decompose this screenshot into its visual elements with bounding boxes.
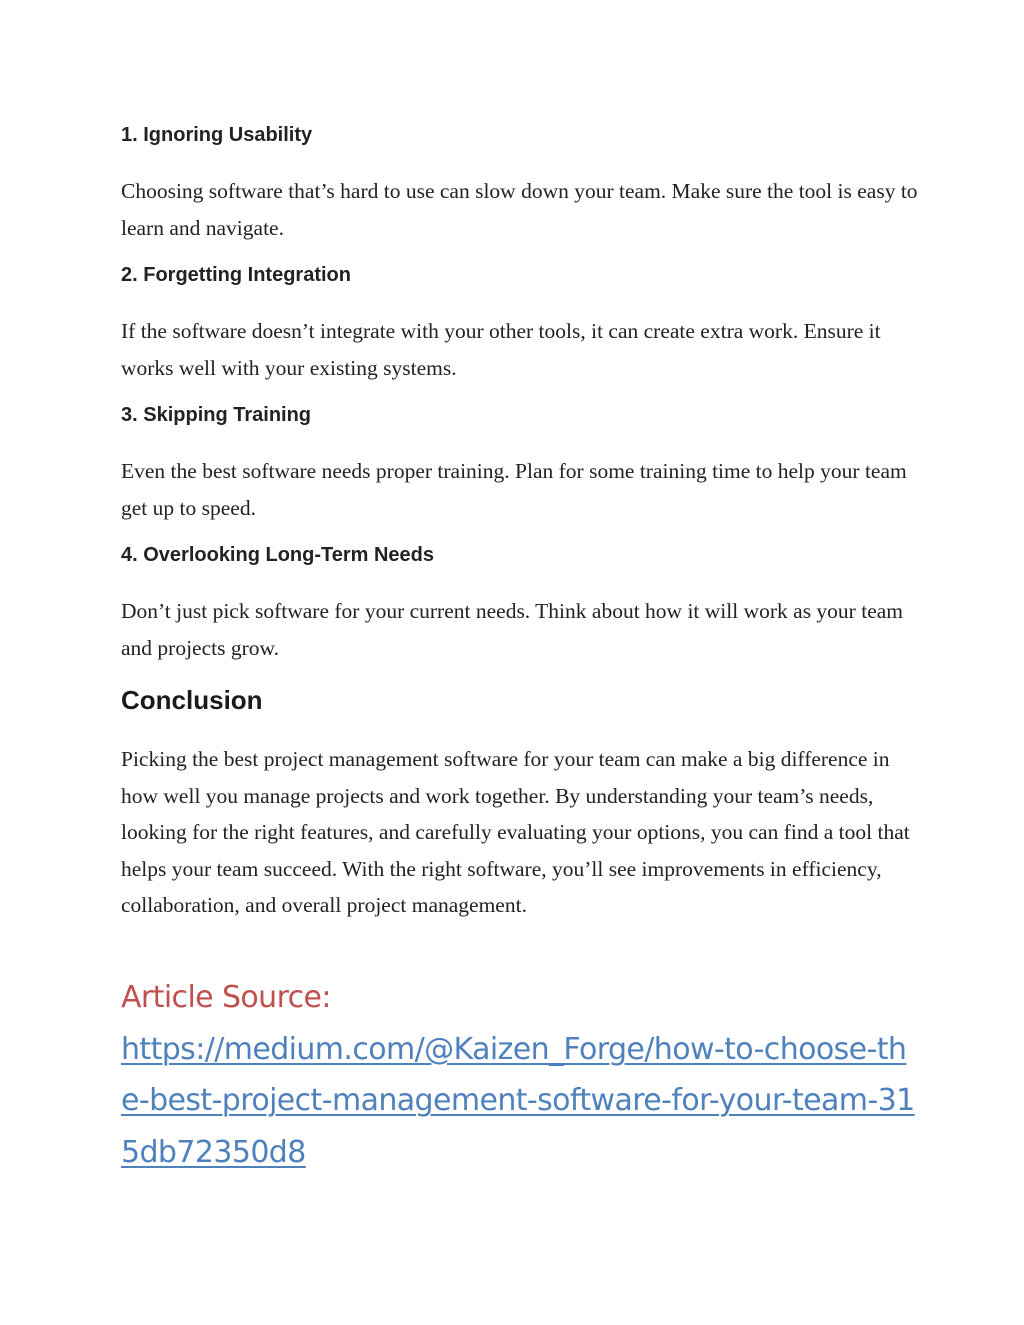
section-body-ignoring-usability: Choosing software that’s hard to use can slow down your team. Make sure the tool is easy to learn and navigate.: [121, 179, 918, 240]
section-heading-long-term-needs: 4. Overlooking Long-Term Needs: [121, 544, 435, 566]
section-heading-forgetting-integration: 2. Forgetting Integration: [121, 264, 351, 286]
section-heading-ignoring-usability: 1. Ignoring Usability: [121, 124, 313, 146]
section-heading-skipping-training: 3. Skipping Training: [121, 404, 312, 426]
conclusion-body: Picking the best project management software for your team can make a big difference in how well you manage projects and work together. By understanding your team’s needs, looking for the right features, and carefully evaluating your options, you can find a tool that helps your team succeed. With the right software, you’ll see improvements in efficiency, collaboration, and overall project management.: [121, 747, 910, 917]
article-source-block: [121, 972, 921, 1178]
section-body-skipping-training: Even the best software needs proper training. Plan for some training time to help your team get up to speed.: [121, 459, 907, 520]
section-body-long-term-needs: Don’t just pick software for your current needs. Think about how it will work as your team and projects grow.: [121, 599, 903, 660]
article-source-link[interactable]: https://medium.com/@Kaizen_Forge/how-to-choose-the-best-project-management-software-for-your-team-315db72350d8: [121, 1031, 915, 1170]
conclusion-heading: Conclusion: [121, 685, 263, 715]
article-source-label: Article Source:: [121, 980, 331, 1015]
section-body-forgetting-integration: If the software doesn’t integrate with your other tools, it can create extra work. Ensure it works well with your existing systems.: [121, 319, 881, 380]
